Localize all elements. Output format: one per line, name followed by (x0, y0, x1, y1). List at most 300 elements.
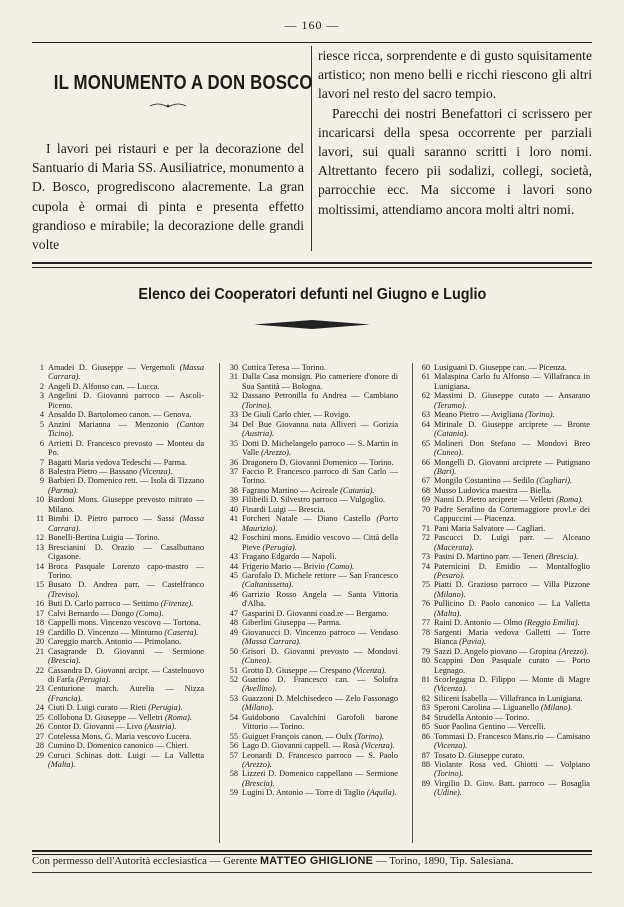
entry-text: Forcheri Natale — Diano Castello (242, 514, 371, 524)
entry-number: 83 (421, 703, 430, 713)
cooperator-entry (32, 751, 204, 770)
entry-number: 37 (229, 466, 238, 476)
entry-place: (Milano). (242, 703, 274, 713)
entry-number: 24 (35, 703, 44, 713)
cooperator-entry (32, 410, 204, 419)
entry-text: Foschini mons. Emidio vescovo — Città della Pieve (242, 533, 398, 552)
page-number: — 160 — (284, 18, 340, 32)
entry-text: Lago D. Giovanni cappell. — Rosà (242, 741, 360, 751)
entry-number: 72 (421, 533, 430, 543)
entry-place: (Perugia). (76, 674, 111, 684)
imprint-permission: Con permesso dell'Autorità ecclesiastica — Gerente (32, 855, 258, 867)
entry-number: 80 (421, 656, 430, 666)
entry-number: 39 (229, 495, 238, 505)
cooperator-entry (418, 476, 590, 485)
entry-text: Siliceni Isabella — Villafranca in Lunigiana. (434, 693, 583, 703)
entry-place: (Arezzo). (261, 448, 292, 458)
entry-place: (Torino). (242, 400, 272, 410)
entry-place: (Pesaro). (434, 570, 465, 580)
cooperator-entry (32, 543, 204, 562)
article-left-column (32, 46, 313, 254)
entry-text: Careggio march. Antonio — Primolano. (48, 637, 182, 647)
entry-number: 11 (36, 514, 44, 524)
entry-place: (Roma). (556, 495, 584, 505)
cooperator-entry (418, 486, 590, 495)
entry-number: 60 (421, 363, 430, 372)
cooperator-entry (418, 656, 590, 675)
entry-place: (Macerata). (434, 542, 474, 552)
cooperator-entry (32, 684, 204, 703)
entry-place: (Massa Carrara). (48, 514, 204, 533)
entry-text: Angeli D. Alfonso can. — Lucca. (48, 381, 160, 391)
cooperator-entry (226, 618, 398, 627)
entry-number: 8 (39, 466, 44, 476)
entry-place: (Catania). (434, 429, 469, 439)
cooperator-entry (226, 675, 398, 694)
entry-number: 71 (421, 523, 430, 533)
entry-place: (Canton Ticino). (48, 419, 204, 439)
cooperators-column-2 (226, 363, 398, 798)
entry-number: 22 (35, 665, 44, 675)
entry-number: 76 (421, 599, 430, 609)
entry-number: 12 (35, 533, 44, 543)
cooperator-entry (418, 580, 590, 599)
entry-number: 28 (35, 741, 44, 751)
entry-number: 2 (39, 381, 44, 391)
cooperator-entry (418, 420, 590, 439)
cooperator-entry (418, 533, 590, 552)
entry-text: Grisori D. Giovanni prevosto — Mondovì (242, 646, 398, 656)
cooperator-entry (226, 647, 398, 666)
imprint-publisher: — Torino, 1890, Tip. Salesiana. (375, 855, 514, 867)
entry-text: Molineri Don Stefano — Mondovì Breo (434, 438, 590, 448)
entry-number: 67 (421, 476, 430, 486)
entry-number: 57 (229, 750, 238, 760)
entry-text: Lizzeri D. Domenico cappellano — Sermione (242, 769, 398, 779)
cooperator-entry (32, 363, 204, 382)
entry-text: Cottica Teresa — Torino. (242, 363, 326, 372)
entry-number: 41 (229, 514, 238, 524)
imprint-line (32, 855, 592, 867)
entry-number: 18 (35, 618, 44, 628)
entry-text: Mirinale D. Giuseppe arciprete — Bronte (434, 419, 590, 429)
cooperator-entry (418, 505, 590, 524)
entry-text: Dalla Casa monsign. Pio cameriere d'onore di Sua Santità — Bologna. (242, 372, 398, 391)
entry-number: 35 (229, 438, 238, 448)
entry-place: (Reggio Emilia). (524, 618, 580, 628)
entry-place: (Milano). (540, 703, 573, 713)
cooperator-entry (226, 571, 398, 590)
entry-text: Fagrano Martino — Acireale (242, 485, 339, 495)
cooperator-entry (32, 420, 204, 439)
entry-place: (Torino). (434, 769, 464, 779)
entry-number: 89 (421, 778, 430, 788)
entry-text: Cappelli mons. Vincenzo vescovo — Tortona. (48, 618, 201, 628)
entry-text: Cassandra D. Giovanni arcipr. — Castelnuovo di Farfa (48, 665, 204, 684)
entry-text: Cardillo D. Vincenzo — Minturno (48, 627, 163, 637)
entry-text: Virgilio D. Giov. Batt. parroco — Bosaglia (434, 778, 590, 788)
cooperator-entry (418, 760, 590, 779)
entry-text: Barbieri D. Domenico rett. — Isola di Tizzano (48, 476, 204, 486)
entry-number: 54 (229, 712, 238, 722)
entry-place: (Porto Maurizio). (242, 514, 398, 533)
entry-number: 87 (421, 750, 430, 760)
entry-number: 69 (421, 495, 430, 505)
entry-place: (Austria). (242, 429, 275, 439)
entry-number: 73 (421, 552, 430, 562)
cooperator-entry (226, 552, 398, 561)
list-column-divider (219, 363, 220, 843)
cooperator-entry (418, 391, 590, 410)
entry-text: Bimbi D. Pietro parroco — Sassi (48, 514, 175, 524)
entry-text: Raini D. Antonio — Olmo (434, 618, 523, 628)
entry-text: Dragonero D. Giovanni Domenico — Torino. (242, 457, 394, 467)
entry-number: 31 (229, 372, 238, 382)
entry-number: 65 (421, 438, 430, 448)
entry-place: (Brescia). (545, 552, 579, 562)
entry-number: 81 (421, 674, 430, 684)
cooperator-entry (418, 694, 590, 703)
cooperator-entry (226, 713, 398, 732)
cooperator-entry (32, 609, 204, 618)
entry-number: 46 (229, 589, 238, 599)
cooperator-entry (226, 486, 398, 495)
entry-text: Pasini D. Martino parr. — Teneri (434, 552, 544, 562)
entry-text: Scappini Don Pasquale curato — Porto Legnago. (434, 656, 590, 675)
cooperator-entry (418, 628, 590, 647)
entry-place: (Caserta). (164, 627, 199, 637)
entry-text: Arrietti D. Francesco prevosto — Monteu da Po. (48, 438, 204, 458)
entry-place: (Vicenza). (361, 741, 395, 751)
entry-place: (Roma). (164, 712, 192, 722)
entry-text: Ansaldo D. Bartolomeo canon. — Genova. (48, 410, 192, 420)
entry-text: Dotti D. Michelangelo parroco — S. Martin in Valle (242, 438, 398, 458)
entry-place: (Malta). (48, 760, 76, 770)
entry-number: 85 (421, 722, 430, 732)
cooperator-entry (418, 713, 590, 722)
entry-text: Scorlegagna D. Filippo — Monte di Magre (434, 674, 590, 684)
cooperator-entry (418, 458, 590, 477)
entry-text: Guazzoni D. Melchisedeco — Zelo Fassonago (242, 693, 398, 703)
cooperator-entry (32, 732, 204, 741)
entry-number: 6 (39, 438, 44, 448)
article-paragraph-2: Parecchi dei nostri Benefattori ci scrissero per incaricarsi della spesa occorrente per parziali lavori, sui quali saranno scritti i loro nomi. Altrettanto fecero pii sodalizi, collegi, società, parrocchie ecc. Ma siccome i lavori sono moltissimi, attendiamo ancora molti altri nomi. (318, 105, 592, 217)
entry-place: (Arezzo). (558, 646, 589, 656)
entry-number: 44 (229, 561, 238, 571)
entry-text: Guidobono Cavalchini Garofoli barone Vittorio — Torino. (242, 712, 398, 732)
entry-number: 5 (39, 419, 44, 429)
cooperator-entry (32, 722, 204, 731)
entry-place: (Vicenza). (434, 741, 468, 751)
entry-number: 86 (421, 731, 430, 741)
entry-text: Buti D. Carlo parroco — Settimo (48, 599, 159, 609)
cooperator-entry (226, 741, 398, 750)
entry-place: (Aquila). (366, 788, 397, 798)
entry-text: Lugini D. Antonio — Torre di Taglio (242, 788, 365, 798)
entry-place: (Cagliari). (536, 476, 573, 486)
entry-number: 20 (35, 637, 44, 647)
cooperator-entry (418, 779, 590, 798)
entry-number: 50 (229, 646, 238, 656)
entry-place: (Cuneo). (434, 448, 464, 458)
entry-number: 38 (229, 485, 238, 495)
entry-number: 58 (229, 769, 238, 779)
cooperator-entry (418, 647, 590, 656)
entry-text: Ciuti D. Luigi curato — Rieti (48, 703, 147, 713)
cooperator-entry (32, 458, 204, 467)
cooperator-entry (226, 732, 398, 741)
cooperator-entry (32, 580, 204, 599)
cooperator-entry (32, 476, 204, 495)
entry-place: (Vicenza). (353, 665, 387, 675)
entry-text: Speroni Carolina — Liguanello (434, 703, 539, 713)
entry-text: Bonelli-Bertina Luigia — Torino. (48, 533, 160, 543)
entry-number: 84 (421, 712, 430, 722)
cooperator-entry (32, 599, 204, 608)
cooperator-entry (226, 467, 398, 486)
entry-place: (Perugia). (148, 703, 183, 713)
entry-number: 36 (229, 457, 238, 467)
entry-place: (Teramo). (434, 400, 467, 410)
entry-number: 51 (229, 665, 238, 675)
cooperator-entry (226, 410, 398, 419)
entry-text: Centurione march. Aurelia — Nizza (48, 684, 204, 694)
entry-number: 33 (229, 410, 238, 420)
entry-number: 62 (421, 391, 430, 401)
cooperator-entry (418, 552, 590, 561)
cooperator-entry (226, 769, 398, 788)
entry-number: 1 (39, 363, 44, 372)
entry-place: (Catania). (340, 485, 375, 495)
entry-number: 13 (35, 542, 44, 552)
entry-place: (Vicenza). (139, 466, 173, 476)
cooperator-entry (32, 533, 204, 542)
entry-number: 77 (421, 618, 430, 628)
cooperator-entry (226, 420, 398, 439)
cooperator-entry (226, 694, 398, 713)
cooperator-entry (226, 372, 398, 391)
article-title: IL MONUMENTO A DON BOSCO (53, 72, 313, 94)
list-title: Elenco dei Cooperatori defunti nel Giugno e Luglio (137, 286, 486, 303)
entry-place: (Pavia). (459, 637, 487, 647)
entry-number: 21 (35, 646, 44, 656)
cooperator-entry (418, 732, 590, 751)
entry-text: Garofalo D. Michele rettore — San Francesco (242, 570, 398, 580)
entry-number: 32 (229, 391, 238, 401)
entry-text: Padre Serafino da Cortemaggiore provl.e dei Cappuccini — Piacenza. (434, 504, 590, 524)
entry-number: 56 (229, 741, 238, 751)
entry-number: 79 (421, 646, 430, 656)
entry-number: 19 (35, 627, 44, 637)
cooperator-entry (226, 363, 398, 372)
cooperator-entry (418, 722, 590, 731)
entry-text: Busato D. Andrea parr. — Castelfranco (48, 580, 204, 590)
entry-place: (Udine). (434, 788, 462, 798)
entry-number: 68 (421, 485, 430, 495)
entry-text: Broca Pasquale Lorenzo capo-mastro — Torino. (48, 561, 204, 580)
entry-number: 29 (35, 750, 44, 760)
entry-place: (Como). (136, 608, 164, 618)
entry-number: 42 (229, 533, 238, 543)
entry-text: Filibeili D. Silvestro parroco — Vulgoglio. (242, 495, 385, 505)
entry-text: Tosato D. Giuseppe curato. (434, 750, 525, 760)
entry-number: 59 (229, 788, 238, 798)
cooperator-entry (418, 675, 590, 694)
entry-text: Lusiguani D. Giuseppe can. — Picenza. (434, 363, 567, 372)
cooperators-column-3 (418, 363, 590, 798)
entry-number: 25 (35, 712, 44, 722)
cooperator-entry (32, 713, 204, 722)
cooperator-entry (226, 391, 398, 410)
entry-text: De Giuli Carlo chier. — Rovigo. (242, 410, 351, 420)
entry-place: (Cuneo). (242, 656, 272, 666)
cooperator-entry (226, 590, 398, 609)
cooperator-entry (32, 467, 204, 476)
entry-place: (Bari). (434, 466, 457, 476)
entry-number: 14 (35, 561, 44, 571)
cooperator-entry (226, 514, 398, 533)
entry-text: Malaspina Carlo fu Alfonso — Villafranca in Lunigiana. (434, 372, 590, 391)
cooperator-entry (32, 439, 204, 458)
cooperator-entry (418, 363, 590, 372)
entry-text: Angelini D. Giovanni parroco — Ascoli-Piceno. (48, 391, 204, 410)
entry-text: Meano Pietro — Avigliana (434, 410, 524, 420)
entry-text: Sargenti Maria vedova Galletti — Torre Bianca (434, 627, 590, 647)
entry-number: 48 (229, 618, 238, 628)
entry-place: (Massa Carrara). (48, 363, 204, 382)
entry-text: Contor D. Giovanni — Livo (48, 722, 143, 732)
cooperator-entry (226, 439, 398, 458)
article-paragraph-1-continued: riesce ricca, sorprendente e di gusto squisitamente artistico; non meno belli e ricchi riescono gli altri lavori nel resto del sacro tempio. (318, 48, 592, 102)
entry-text: Pascucci D. Luigi parr. — Alceano (434, 533, 590, 543)
entry-place: (Milano). (434, 589, 466, 599)
entry-number: 88 (421, 760, 430, 770)
entry-number: 66 (421, 457, 430, 467)
entry-text: Guiguet François canon. — Oulx (242, 731, 353, 741)
entry-text: Giovanucci D. Vincenzo parroco — Vendaso (242, 627, 398, 637)
entry-number: 52 (229, 674, 238, 684)
entry-number: 40 (229, 504, 238, 514)
entry-text: Amadei D. Giuseppe — Vergemoli (48, 363, 175, 372)
entry-text: Pullicino D. Paolo canonico — La Valletta (434, 599, 590, 609)
cooperator-entry (32, 391, 204, 410)
cooperator-entry (32, 637, 204, 646)
cooperator-entry (418, 618, 590, 627)
entry-number: 49 (229, 627, 238, 637)
entry-place: (Perugia). (262, 542, 297, 552)
entry-text: Casagrande D. Giovanni — Sermione (48, 646, 204, 656)
entry-text: Nanni D. Pietro arciprete — Velletri (434, 495, 555, 505)
entry-number: 78 (421, 627, 430, 637)
entry-text: Massimi D. Giuseppe curato — Ansarano (434, 391, 590, 401)
entry-place: (Malta). (434, 608, 462, 618)
list-column-divider (412, 363, 413, 843)
entry-text: Grotto D. Giuseppe — Crespano (242, 665, 351, 675)
entry-text: Curuci Schinas dott. Luigi — La Valletta (48, 750, 204, 760)
cooperator-entry (226, 628, 398, 647)
cooperator-entry (418, 703, 590, 712)
cooperator-entry (32, 618, 204, 627)
entry-text: Del Bue Giovanna nata Alliveri — Gorizia (242, 419, 398, 429)
entry-text: Musso Ludovica maestra — Biella. (434, 485, 552, 495)
entry-text: Piatti D. Grazioso parroco — Villa Pizzone (434, 580, 590, 590)
entry-place: (Torino). (525, 410, 555, 420)
entry-text: Cumino D. Domenico canonico — Chieri. (48, 741, 189, 751)
entry-number: 15 (35, 580, 44, 590)
entry-number: 61 (421, 372, 430, 382)
entry-place: (Parma). (48, 485, 79, 495)
entry-text: Mongelli D. Giovanni arciprete — Putignano (434, 457, 590, 467)
entry-number: 75 (421, 580, 430, 590)
entry-text: Bagatti Maria vedova Tedeschi — Parma. (48, 457, 187, 467)
entry-place: (Avellino). (242, 684, 277, 694)
entry-number: 27 (35, 731, 44, 741)
cooperator-entry (32, 666, 204, 685)
cooperator-entry (32, 382, 204, 391)
cooperator-entry (226, 609, 398, 618)
entry-number: 26 (35, 722, 44, 732)
entry-text: Calvi Bernardo — Dongo (48, 608, 134, 618)
entry-place: (Treviso). (48, 589, 80, 599)
cooperator-entry (418, 495, 590, 504)
entry-number: 53 (229, 693, 238, 703)
entry-text: Bardoni Mons. Giuseppe prevosto mitrato — Milano. (48, 495, 204, 514)
entry-place: (Brescia). (242, 778, 275, 788)
entry-text: Frigerio Mario — Brivio (242, 561, 325, 571)
entry-text: Guarino D. Francesco can. — Solofra (242, 674, 398, 684)
entry-text: Leonardi D. Francesco parroco — S. Paolo (242, 750, 398, 760)
entry-text: Collobona D. Giuseppe — Velletri (48, 712, 163, 722)
entry-place: (Como). (326, 561, 355, 571)
entry-text: Dassano Petronilla fu Andrea — Cambiano (242, 391, 398, 401)
wedge-rule-ornament-icon (254, 320, 370, 329)
cooperator-entry (418, 372, 590, 391)
entry-text: Giberlini Giuseppa — Parma. (242, 618, 342, 628)
entry-place: (Brescia). (48, 656, 81, 666)
entry-number: 47 (229, 608, 238, 618)
entry-number: 64 (421, 419, 430, 429)
entry-number: 7 (39, 457, 44, 467)
cooperator-entry (32, 562, 204, 581)
cooperator-entry (32, 703, 204, 712)
cooperator-entry (32, 514, 204, 533)
cooperator-entry (32, 495, 204, 514)
entry-number: 34 (229, 419, 238, 429)
section-double-rule (32, 262, 592, 268)
entry-place: (Austria). (144, 722, 177, 732)
cooperator-entry (32, 647, 204, 666)
entry-place: (Torino). (354, 731, 384, 741)
entry-text: Violante Rosa ved. Ghiotti — Volpiano (434, 760, 590, 770)
entry-number: 17 (35, 608, 44, 618)
footer-bottom-rule (32, 872, 592, 873)
entry-place: (Vicenza). (434, 684, 468, 694)
entry-text: Faccio P. Francesco parroco di San Carlo — Torino. (242, 466, 398, 486)
entry-number: 63 (421, 410, 430, 420)
entry-text: Cotelessa Mons. G. Maria vescovo Lucera. (48, 731, 192, 741)
entry-place: (Caltanissetta). (242, 580, 294, 590)
entry-place: (Arezzo). (242, 760, 272, 770)
entry-text: Fragano Edgardo — Napoli. (242, 552, 337, 562)
entry-number: 43 (229, 552, 238, 562)
entry-text: Suor Paolina Gentino — Vercelli. (434, 722, 546, 732)
entry-text: Mongilo Costantino — Sedilo (434, 476, 535, 486)
entry-number: 9 (39, 476, 44, 486)
cooperator-entry (226, 562, 398, 571)
article-right-column (318, 46, 592, 219)
cooperator-entry (226, 751, 398, 770)
cooperator-entry (32, 628, 204, 637)
